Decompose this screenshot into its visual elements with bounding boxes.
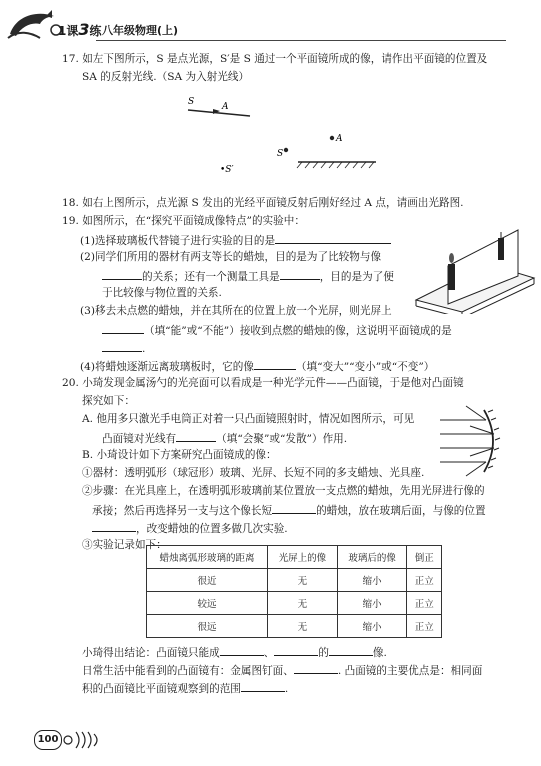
q19-blank-3[interactable]: [280, 268, 320, 280]
table-cell: 缩小: [337, 569, 407, 592]
label-s: S: [188, 97, 195, 107]
page-number-badge: [34, 730, 62, 750]
q20-s3: ③实验记录如下：: [82, 539, 167, 551]
q19-blank-1[interactable]: [275, 232, 391, 244]
label-a-right: A: [336, 134, 343, 144]
q20-s2c: ，改变蜡烛的位置多做几次实验.: [92, 520, 288, 536]
q20-s1: ①器材：透明弧形（球冠形）玻璃、光屏、长短不同的多支蜡烛、光具座.: [82, 467, 425, 479]
q20-b: B. 小琦设计如下方案研究凸面镜成的像：: [82, 449, 277, 461]
q19-blank-6[interactable]: [254, 358, 296, 370]
table-row: [147, 569, 442, 592]
q18-line1: 18. 如右上图所示，点光源 S 发出的光经平面镜反射后刚好经过 A 点，请画出光路图.: [62, 197, 464, 209]
q19-p2c: 于比较像与物位置的关系.: [102, 287, 222, 299]
q19-blank-5[interactable]: [102, 340, 142, 352]
label-s-prime: •S′: [220, 165, 234, 175]
q19-p3b: （填“能”或“不能”）接收到点燃的蜡烛的像，这说明平面镜成的是: [102, 322, 452, 338]
mirror-figure: [277, 134, 376, 168]
convex-mirror-rays: [440, 406, 500, 476]
label-a: A: [222, 102, 229, 112]
glass-plate-apparatus: [416, 230, 534, 314]
q19-p3c: .: [102, 340, 145, 356]
q20-line2: 探究如下：: [82, 395, 135, 407]
table-row: [147, 592, 442, 615]
q20-blank-7[interactable]: [294, 662, 338, 674]
table-cell: 很远: [147, 615, 268, 638]
table-cell: 正立: [407, 569, 442, 592]
header-logo: [6, 8, 66, 42]
table-cell: 无: [268, 615, 338, 638]
q20-blank-6[interactable]: [329, 644, 373, 656]
page-number: 100: [37, 734, 59, 745]
header-subject: 八年级物理(上): [102, 24, 179, 37]
incident-ray-figure: [188, 97, 250, 175]
q20-blank-5[interactable]: [274, 644, 318, 656]
q19-blank-2[interactable]: [102, 268, 142, 280]
q20-figure: [436, 404, 524, 480]
q19-p3a: (3)移去未点燃的蜡烛，并在其所在的位置上放一个光屏，则光屏上: [80, 305, 392, 317]
q17-figure: [180, 92, 380, 182]
q19-blank-4[interactable]: [102, 322, 144, 334]
q19-p1: (1)选择玻璃板代替镜子进行实验的目的是: [80, 232, 391, 248]
table-cell: 无: [268, 592, 338, 615]
record-table: [146, 545, 442, 638]
header-rule: [96, 40, 506, 41]
q20-blank-3[interactable]: [92, 520, 136, 532]
q20-c2: 日常生活中能看到的凸面镜有：金属图钉面、 . 凸面镜的主要优点是：相同面: [82, 662, 482, 678]
q20-blank-8[interactable]: [241, 680, 285, 692]
q19-p4: (4)将蜡烛逐渐远离玻璃板时，它的像 （填“变大”“变小”或“不变”）: [80, 358, 434, 374]
table-cell: 正立: [407, 615, 442, 638]
q19-p2a: (2)同学们所用的器材有两支等长的蜡烛，目的是为了比较物与像: [80, 251, 382, 263]
header-brand: 1课3练: [58, 20, 102, 39]
q20-s2a: ②步骤：在光具座上，在透明弧形玻璃前某位置放一支点燃的蜡烛，先用光屏进行像的: [82, 485, 485, 497]
q20-c1: 小琦得出结论：凸面镜只能成 、 的 像.: [82, 644, 387, 660]
q17-line2: SA 的反射光线.（SA 为入射光线）: [82, 71, 250, 83]
table-cell: 缩小: [337, 592, 407, 615]
table-header: 倒正: [407, 546, 442, 569]
table-cell: 无: [268, 569, 338, 592]
q20-a2: 凸面镜对光线有 （填“会聚”或“发散”）作用.: [102, 430, 347, 446]
table-cell: 很近: [147, 569, 268, 592]
table-header-row: [147, 546, 442, 569]
table-header: 玻璃后的像: [337, 546, 407, 569]
swirl-icon: [64, 732, 97, 748]
q19-intro: 19. 如图所示，在“探究平面镜成像特点”的实验中：: [62, 215, 305, 227]
q20-blank-2[interactable]: [272, 502, 316, 514]
q20-c3: 积的凸面镜比平面镜观察到的范围 .: [82, 680, 288, 696]
q20-line1: 20. 小琦发现金属汤勺的光亮面可以看成是一种光学元件——凸面镜，于是他对凸面镜: [62, 377, 464, 389]
table-cell: 正立: [407, 592, 442, 615]
q19-p2b: 的关系；还有一个测量工具是 ，目的是为了便: [102, 268, 394, 284]
table-row: [147, 615, 442, 638]
q20-blank-4[interactable]: [220, 644, 264, 656]
q20-a1: A. 他用多只激光手电筒正对着一只凸面镜照射时，情况如图所示，可见: [82, 413, 415, 425]
dolphin-icon: [6, 8, 66, 42]
q17-line1: 17. 如左下图所示，S 是点光源，S′是 S 通过一个平面镜所成的像，请作出平面镜的位置及: [62, 53, 488, 65]
table-cell: 较远: [147, 592, 268, 615]
table-cell: 缩小: [337, 615, 407, 638]
q20-s2b: 承接；然后再选择另一支与这个像长短 的蜡烛，放在玻璃后面，与像的位置: [92, 502, 486, 518]
table-header: 蜡烛离弧形玻璃的距离: [147, 546, 268, 569]
q20-blank-1[interactable]: [176, 430, 216, 442]
footer-decoration: [62, 728, 102, 752]
table-header: 光屏上的像: [268, 546, 338, 569]
q19-figure: [410, 208, 538, 314]
label-s-right: S: [277, 149, 284, 159]
